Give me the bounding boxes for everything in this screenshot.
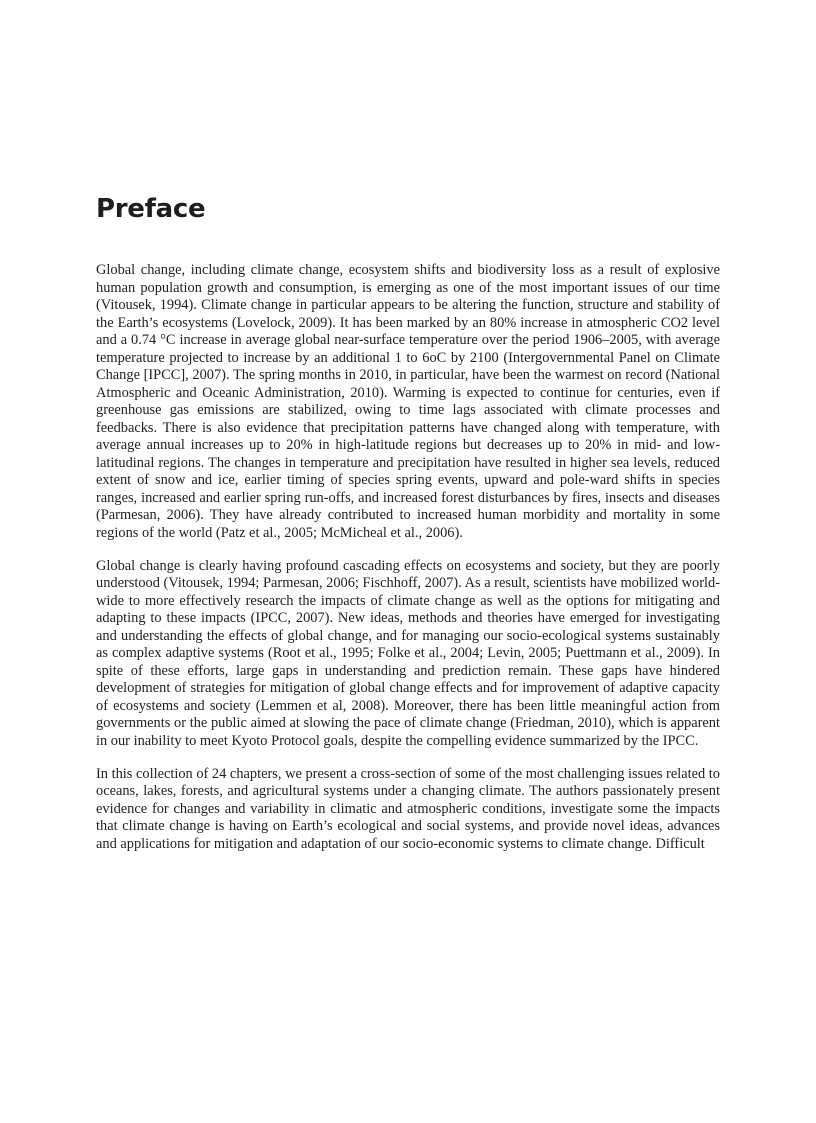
body-text xyxy=(96,262,720,869)
page-title: Preface xyxy=(96,194,206,224)
paragraph-2: Global change is clearly having profound cascading effects on ecosystems and society, but they are poorly understood (Vitousek, 1994; Parmesan, 2006; Fischhoff, 2007). As a result, scientists have mobilized world-wide to more effectively research the impacts of climate change as well as the options for mitigating and adapting to these impacts (IPCC, 2007). New ideas, methods and theories have emerged for investigating and understanding the effects of global change, and for managing our socio-ecological systems sustainably as complex adaptive systems (Root et al., 1995; Folke et al., 2004; Levin, 2005; Puettmann et al., 2009). In spite of these efforts, large gaps in understanding and prediction remain. These gaps have hindered development of strategies for mitigation of global change effects and for improvement of adaptive capacity of ecosystems and society (Lemmen et al, 2008). Moreover, there has been little meaningful action from governments or the public aimed at slowing the pace of climate change (Friedman, 2010), which is apparent in our inability to meet Kyoto Protocol goals, despite the compelling evidence summarized by the IPCC. xyxy=(96,557,720,749)
paragraph-1: Global change, including climate change, ecosystem shifts and biodiversity loss as a result of explosive human population growth and consumption, is emerging as one of the most important issues of our time (Vitousek, 1994). Climate change in particular appears to be altering the function, structure and stability of the Earth’s ecosystems (Lovelock, 2009). It has been marked by an 80% increase in atmospheric CO2 level and a 0.74 °C increase in average global near-surface temperature over the period 1906–2005, with average temperature projected to increase by an additional 1 to 6oC by 2100 (Intergovernmental Panel on Climate Change [IPCC], 2007). The spring months in 2010, in particular, have been the warmest on record (National Atmospheric and Oceanic Administration, 2010). Warming is expected to continue for centuries, even if greenhouse gas emissions are stabilized, owing to time lags associated with climate processes and feedbacks. There is also evidence that precipitation patterns have changed along with temperature, with average annual increases up to 20% in high-latitude regions but decreases up to 20% in mid- and low-latitudinal regions. The changes in temperature and precipitation have resulted in higher sea levels, reduced extent of snow and ice, earlier timing of species spring events, upward and pole-ward shifts in species ranges, increased and earlier spring run-offs, and increased forest disturbances by fires, insects and diseases (Parmesan, 2006). They have already contributed to increased human morbidity and mortality in some regions of the world (Patz et al., 2005; McMicheal et al., 2006). xyxy=(96,262,720,541)
paragraph-3: In this collection of 24 chapters, we present a cross-section of some of the most challenging issues related to oceans, lakes, forests, and agricultural systems under a changing climate. The authors passionately present evidence for changes and variability in climatic and atmospheric conditions, investigate some the impacts that climate change is having on Earth’s ecological and social systems, and provide novel ideas, advances and applications for mitigation and adaptation of our socio-economic systems to climate change. Difficult xyxy=(96,765,720,852)
